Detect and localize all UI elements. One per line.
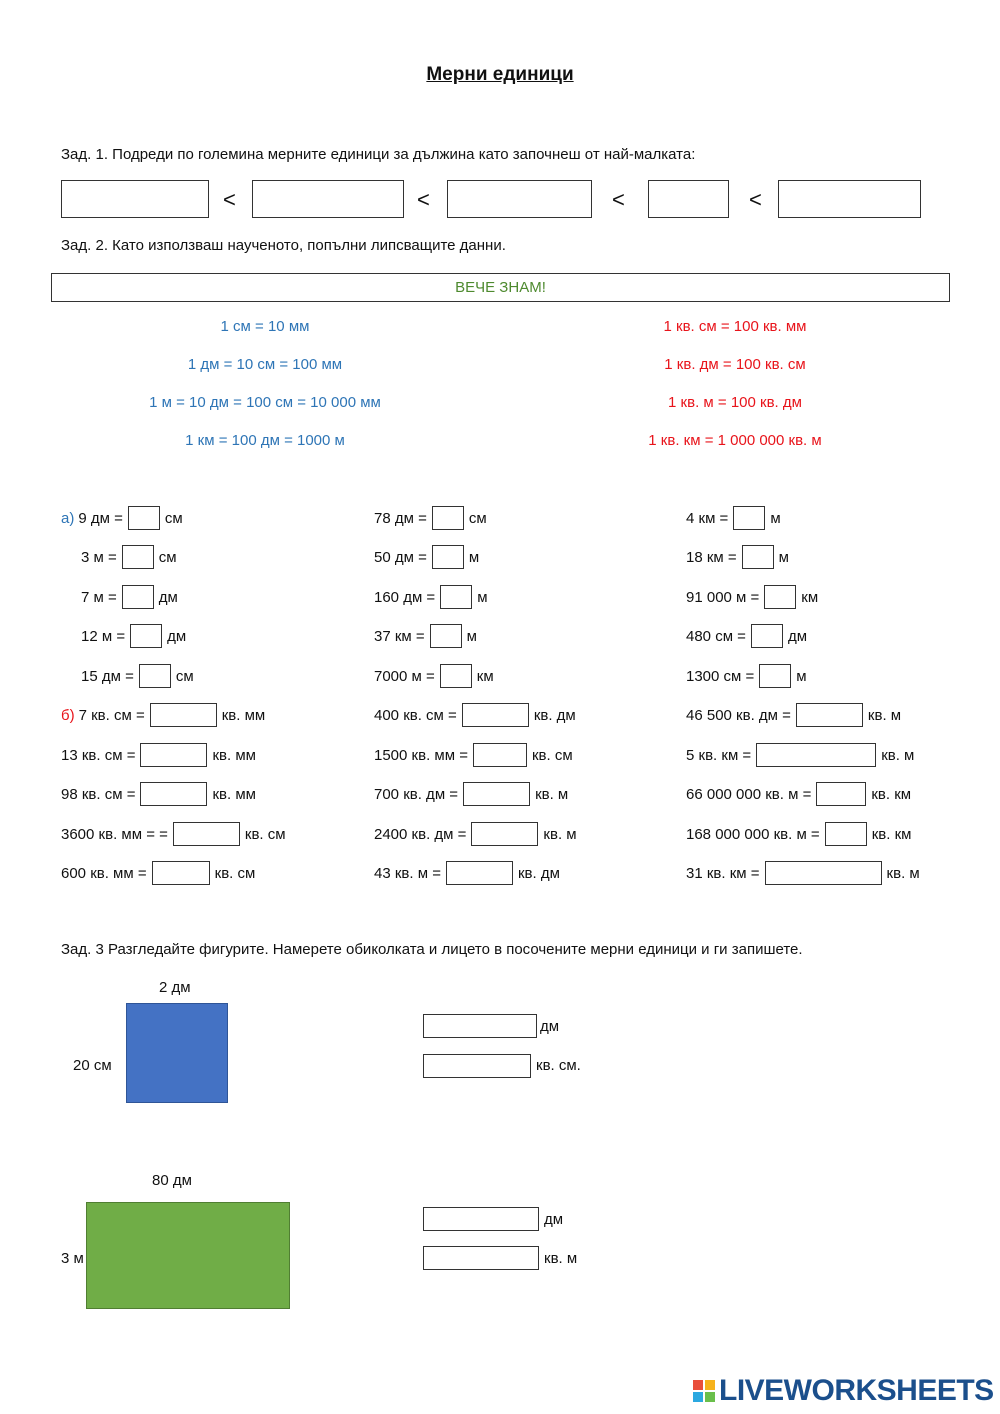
area-unit: кв. см. <box>536 1057 581 1074</box>
exercise-label: 31 кв. км = <box>686 864 760 882</box>
answer-box[interactable] <box>462 703 529 727</box>
exercise-label: 480 см = <box>686 627 746 645</box>
length-fact: 1 м = 10 дм = 100 см = 10 000 мм <box>149 394 381 411</box>
exercise-row <box>686 743 914 767</box>
exercise-label: 700 кв. дм = <box>374 785 459 803</box>
exercise-unit: кв. см <box>214 864 256 882</box>
answer-box[interactable] <box>764 585 796 609</box>
part-b-label: б) <box>61 706 75 724</box>
answer-box[interactable] <box>473 743 527 767</box>
answer-box[interactable] <box>463 782 530 806</box>
exercise-row <box>374 743 573 767</box>
order-box-1[interactable] <box>61 180 209 218</box>
exercise-unit: м <box>796 667 807 685</box>
exercise-row <box>374 585 488 609</box>
task2-instruction: Зад. 2. Като използваш наученото, попълни липсващите данни. <box>61 237 506 254</box>
answer-box[interactable] <box>140 782 207 806</box>
exercise-label: 2400 кв. дм = <box>374 825 467 843</box>
answer-box[interactable] <box>140 743 207 767</box>
answer-box[interactable] <box>751 624 783 648</box>
green-rectangle <box>86 1202 290 1309</box>
exercise-unit: м <box>466 627 477 645</box>
length-fact: 1 см = 10 мм <box>220 318 310 335</box>
exercise-row <box>374 861 560 885</box>
exercise-unit: кв. км <box>871 825 912 843</box>
exercise-unit: м <box>477 588 488 606</box>
answer-box[interactable] <box>446 861 513 885</box>
exercise-row <box>686 664 807 688</box>
liveworksheets-logo <box>693 1374 994 1408</box>
answer-box[interactable] <box>130 624 162 648</box>
exercise-label: 7 кв. см = <box>78 706 145 724</box>
exercise-row <box>61 743 256 767</box>
exercise-row <box>686 822 911 846</box>
answer-box[interactable] <box>765 861 882 885</box>
exercise-unit: дм <box>787 627 808 645</box>
exercise-unit: см <box>158 548 177 566</box>
exercise-label: 13 кв. см = <box>61 746 136 764</box>
exercise-unit: кв. мм <box>212 785 256 803</box>
exercise-unit: см <box>468 509 487 527</box>
answer-box[interactable] <box>759 664 791 688</box>
exercise-unit: кв. м <box>543 825 577 843</box>
exercise-label: 18 км = <box>686 548 737 566</box>
exercise-label: 7000 м = <box>374 667 435 685</box>
exercise-row <box>81 585 178 609</box>
exercise-row <box>374 664 494 688</box>
exercise-unit: кв. км <box>871 785 912 803</box>
area-answer-box[interactable] <box>423 1054 531 1078</box>
exercise-unit: км <box>476 667 494 685</box>
less-than-sign: < <box>223 187 236 212</box>
exercise-row <box>374 506 487 530</box>
exercise-row <box>374 624 477 648</box>
exercise-unit: дм <box>167 627 187 645</box>
exercise-row <box>61 861 255 885</box>
exercise-label: 5 кв. км = <box>686 746 752 764</box>
exercise-label: 160 дм = <box>374 588 436 606</box>
perimeter-answer-box[interactable] <box>423 1014 537 1038</box>
exercise-row <box>686 585 818 609</box>
part-a-label: а) <box>61 509 75 527</box>
area-fact: 1 кв. см = 100 кв. мм <box>663 318 807 335</box>
exercise-unit: кв. см <box>531 746 573 764</box>
rectangle-side-label: 3 м <box>61 1250 84 1267</box>
exercise-label: 9 дм = <box>78 509 123 527</box>
logo-text: LIVEWORKSHEETS <box>719 1374 994 1407</box>
area-fact: 1 кв. м = 100 кв. дм <box>668 394 802 411</box>
perimeter-unit: дм <box>540 1018 560 1035</box>
exercise-row <box>81 545 177 569</box>
exercise-unit: кв. м <box>886 864 920 882</box>
reference-banner: ВЕЧЕ ЗНАМ! <box>51 273 950 302</box>
order-box-3[interactable] <box>447 180 592 218</box>
exercise-label: 46 500 кв. дм = <box>686 706 791 724</box>
exercise-label: 78 дм = <box>374 509 427 527</box>
exercise-label: 66 000 000 кв. м = <box>686 785 812 803</box>
square-top-label: 2 дм <box>159 979 191 996</box>
answer-box[interactable] <box>742 545 774 569</box>
exercise-unit: кв. м <box>867 706 902 724</box>
answer-box[interactable] <box>150 703 217 727</box>
exercise-row <box>374 782 568 806</box>
exercise-label: 600 кв. мм = <box>61 864 147 882</box>
exercise-unit: кв. дм <box>533 706 576 724</box>
exercise-row <box>686 782 911 806</box>
exercise-unit: см <box>164 509 183 527</box>
answer-box[interactable] <box>796 703 863 727</box>
exercise-row <box>686 506 781 530</box>
exercise-label: 4 км = <box>686 509 729 527</box>
exercise-row <box>374 545 479 569</box>
exercise-row <box>81 664 194 688</box>
exercise-row <box>686 861 920 885</box>
answer-box[interactable] <box>432 506 464 530</box>
area-unit: кв. м <box>544 1250 578 1267</box>
answer-box[interactable] <box>128 506 160 530</box>
blue-square <box>126 1003 228 1103</box>
task3-instruction: Зад. 3 Разгледайте фигурите. Намерете обиколката и лицето в посочените мерни единици и ги запишете. <box>61 941 803 958</box>
exercise-label: 37 км = <box>374 627 425 645</box>
answer-box[interactable] <box>471 822 538 846</box>
answer-box[interactable] <box>733 506 765 530</box>
exercise-label: 3 м = <box>81 548 117 566</box>
exercise-label: 15 дм = <box>81 667 134 685</box>
exercise-row <box>61 822 286 846</box>
exercise-row <box>61 782 256 806</box>
exercise-unit: дм <box>158 588 178 606</box>
exercise-row <box>686 545 789 569</box>
exercise-label: 50 дм = <box>374 548 427 566</box>
less-than-sign: < <box>612 187 625 212</box>
less-than-sign: < <box>749 187 762 212</box>
logo-mark-icon <box>693 1380 715 1402</box>
exercise-label: 3600 кв. мм = = <box>61 825 168 843</box>
answer-box[interactable] <box>825 822 867 846</box>
exercise-label: 12 м = <box>81 627 126 645</box>
exercise-unit: м <box>770 509 781 527</box>
exercise-label: 400 кв. см = <box>374 706 457 724</box>
exercise-unit: кв. м <box>881 746 915 764</box>
exercise-unit: кв. см <box>244 825 286 843</box>
exercise-unit: см <box>175 667 194 685</box>
answer-box[interactable] <box>173 822 240 846</box>
exercise-unit: кв. мм <box>221 706 266 724</box>
order-box-4[interactable] <box>648 180 729 218</box>
answer-box[interactable] <box>756 743 876 767</box>
order-box-5[interactable] <box>778 180 921 218</box>
length-fact: 1 км = 100 дм = 1000 м <box>185 432 345 449</box>
exercise-row <box>374 822 577 846</box>
exercise-row <box>374 703 576 727</box>
less-than-sign: < <box>417 187 430 212</box>
exercise-label: 1500 кв. мм = <box>374 746 468 764</box>
exercise-label: 98 кв. см = <box>61 785 136 803</box>
perimeter-unit: дм <box>544 1211 564 1228</box>
exercise-unit: км <box>801 588 819 606</box>
page-title: Мерни единици <box>426 64 574 85</box>
answer-box[interactable] <box>152 861 210 885</box>
area-answer-box[interactable] <box>423 1246 539 1270</box>
exercise-row <box>686 703 901 727</box>
answer-box[interactable] <box>430 624 462 648</box>
exercise-label: 7 м = <box>81 588 117 606</box>
exercise-row <box>81 624 186 648</box>
exercise-unit: кв. мм <box>212 746 256 764</box>
order-box-2[interactable] <box>252 180 404 218</box>
exercise-unit: м <box>468 548 480 566</box>
exercise-unit: кв. м <box>535 785 569 803</box>
square-side-label: 20 см <box>73 1057 112 1074</box>
exercise-row <box>686 624 807 648</box>
answer-box[interactable] <box>432 545 464 569</box>
exercise-label: 43 кв. м = <box>374 864 441 882</box>
answer-box[interactable] <box>122 585 154 609</box>
answer-box[interactable] <box>440 664 472 688</box>
answer-box[interactable] <box>139 664 171 688</box>
length-fact: 1 дм = 10 см = 100 мм <box>187 356 343 373</box>
exercise-label: 1300 см = <box>686 667 755 685</box>
answer-box[interactable] <box>440 585 472 609</box>
area-fact: 1 кв. км = 1 000 000 кв. м <box>648 432 822 449</box>
exercise-row <box>61 506 183 530</box>
rectangle-top-label: 80 дм <box>152 1172 192 1189</box>
area-fact: 1 кв. дм = 100 кв. см <box>664 356 806 373</box>
answer-box[interactable] <box>816 782 866 806</box>
perimeter-answer-box[interactable] <box>423 1207 539 1231</box>
task1-instruction: Зад. 1. Подреди по големина мерните единици за дължина като започнеш от най-малката: <box>61 146 696 163</box>
exercise-unit: м <box>778 548 789 566</box>
exercise-label: 91 000 м = <box>686 588 760 606</box>
exercise-unit: кв. дм <box>517 864 560 882</box>
exercise-label: 168 000 000 кв. м = <box>686 825 820 843</box>
answer-box[interactable] <box>122 545 154 569</box>
exercise-row <box>61 703 265 727</box>
